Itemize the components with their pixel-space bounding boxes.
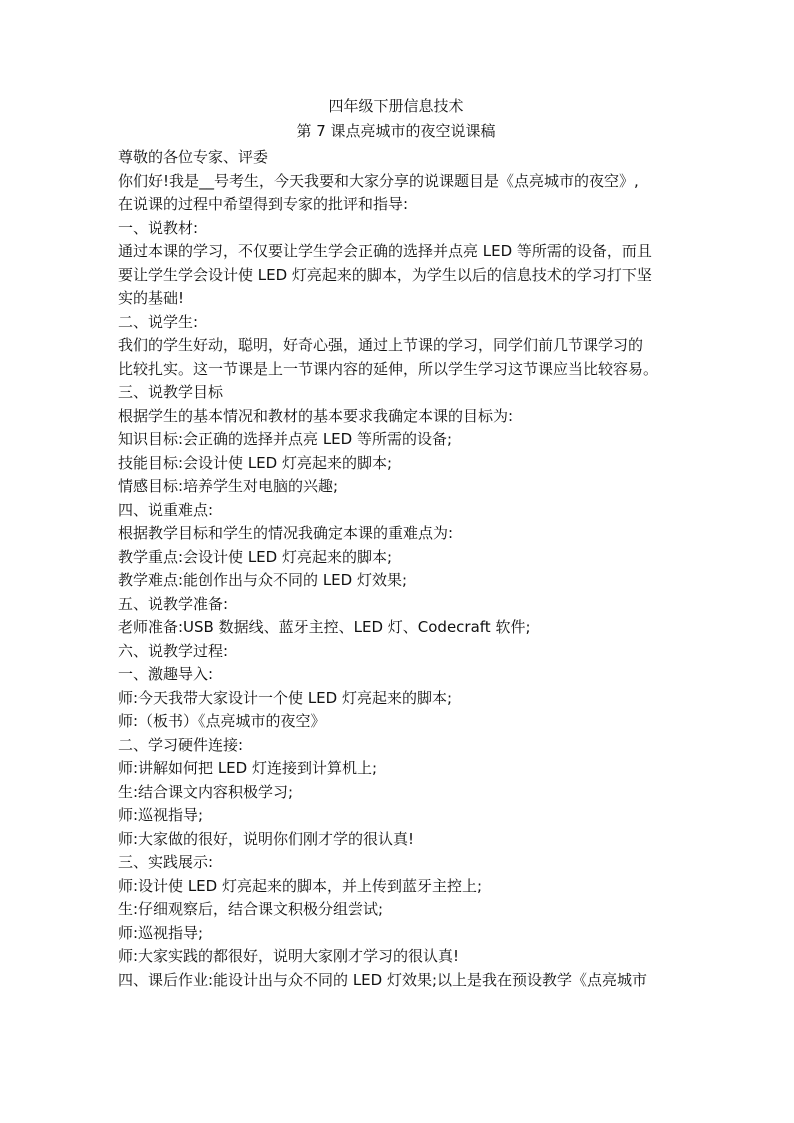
text-line: 师:讲解如何把 LED 灯连接到计算机上;: [118, 759, 378, 777]
text-line: 实的基础!: [118, 289, 185, 307]
document-body: [118, 146, 678, 992]
text-line: 知识目标:会正确的选择并点亮 LED 等所需的设备;: [118, 430, 453, 448]
title-line-grade: 四年级下册信息技术: [328, 97, 464, 115]
text-line: 二、说学生:: [118, 312, 199, 331]
text-line: 师:大家做的很好，说明你们刚才学的很认真!: [118, 829, 415, 848]
text-line: 通过本课的学习，不仅要让学生学会正确的选择并点亮 LED 等所需的设备，而且: [118, 242, 652, 260]
text-line: 五、说教学准备:: [118, 594, 229, 613]
text-line: 师:（板书）《点亮城市的夜空》: [118, 712, 326, 730]
text-line: 在说课的过程中希望得到专家的批评和指导:: [118, 195, 409, 213]
text-line: 一、说教材:: [118, 218, 199, 237]
text-line: 师:设计使 LED 灯亮起来的脚本，并上传到蓝牙主控上;: [118, 876, 483, 895]
text-line: 师:巡视指导;: [118, 806, 204, 824]
text-line: 生:结合课文内容积极学习;: [118, 782, 294, 801]
text-line: 四、说重难点:: [118, 500, 214, 519]
text-line: 师:巡视指导;: [118, 923, 204, 942]
text-line: 二、学习硬件连接:: [118, 735, 244, 754]
document-title: [118, 94, 674, 144]
text-line: 我们的学生好动，聪明，好奇心强，通过上节课的学习，同学们前几节课学习的: [118, 336, 644, 354]
text-line: 根据教学目标和学生的情况我确定本课的重难点为:: [118, 524, 454, 542]
text-line: 尊敬的各位专家、评委: [118, 148, 269, 166]
title-line-lesson: 第 7 课点亮城市的夜空说课稿: [296, 122, 496, 140]
text-line: 情感目标:培养学生对电脑的兴趣;: [118, 477, 339, 495]
text-line: 三、说教学目标: [118, 383, 224, 401]
text-line: 一、激趣导入:: [118, 665, 214, 683]
text-line: 技能目标:会设计使 LED 灯亮起来的脚本;: [118, 453, 393, 472]
text-line: 教学难点:能创作出与众不同的 LED 灯效果;: [118, 571, 408, 589]
text-line: 生:仔细观察后，结合课文积极分组尝试;: [118, 900, 384, 918]
text-line: 三、实践展示:: [118, 853, 214, 871]
text-line: 比较扎实。这一节课是上一节课内容的延伸，所以学生学习这节课应当比较容易。: [118, 359, 659, 378]
text-line: 教学重点:会设计使 LED 灯亮起来的脚本;: [118, 547, 393, 566]
text-line: 你们好!我是__号考生，今天我要和大家分享的说课题目是《点亮城市的夜空》,: [118, 171, 639, 190]
text-line: 师:大家实践的都很好，说明大家刚才学习的很认真!: [118, 947, 460, 965]
text-line: 四、课后作业:能设计出与众不同的 LED 灯效果;以上是我在预设教学《点亮城市: [118, 970, 648, 989]
text-line: 老师准备:USB 数据线、蓝牙主控、LED 灯、Codecraft 软件;: [118, 618, 531, 636]
text-line: 根据学生的基本情况和教材的基本要求我确定本课的目标为:: [118, 406, 514, 425]
text-line: 师:今天我带大家设计一个使 LED 灯亮起来的脚本;: [118, 688, 453, 707]
text-line: 六、说教学过程:: [118, 641, 229, 660]
text-line: 要让学生学会设计使 LED 灯亮起来的脚本，为学生以后的信息技术的学习打下坚: [118, 265, 652, 284]
